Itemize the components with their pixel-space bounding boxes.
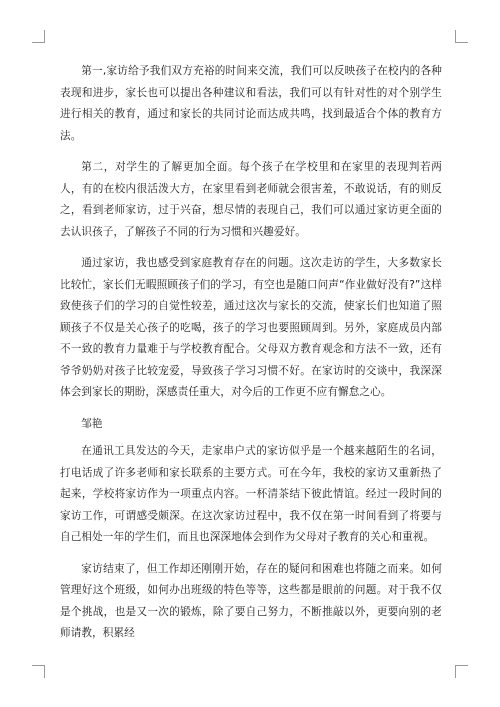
author-name: 邹艳 xyxy=(81,417,103,430)
crop-mark-bottom-right xyxy=(455,665,468,678)
paragraph: 第一,家访给予我们双方充裕的时间来交流，我们可以反映孩子在校内的各种表现和进步，家长也可以提出各种建议和看法，我们可以有针对性的对个别学生进行相关的教育，通过和家长的共同讨论而达成共鸣，找到最适合个体的教育方法。 xyxy=(60,65,442,142)
paragraph: 第二，对学生的了解更加全面。每个孩子在学校里和在家里的表现判若两人，有的在校内很活泼大方，在家里看到老师就会很害羞，不敢说话，有的则反之，看到老师家访，过于兴奋，想尽情的表现自己，我们可以通过家访更全面的去认识孩子，了解孩子不同的行为习惯和兴趣爱好。 xyxy=(60,161,442,238)
crop-mark-top-right xyxy=(455,30,468,43)
crop-mark-bottom-left xyxy=(32,665,45,678)
paragraph: 在通讯工具发达的今天，走家串户式的家访似乎是一个越来越陌生的名词，打电话成了许多老师和家长联系的主要方式。可在今年，我校的家访又重新热了起来，学校将家访作为一项重点内容。一杯清茶结下彼此情谊。经过一段时间的家访工作，可谓感受颇深。在这次家访过程中，我不仅在第一时间看到了将要与自己相处一年的学生们，而且也深深地体会到作为父母对子教育的关心和重视。 xyxy=(60,445,442,543)
paragraph: 通过家访，我也感受到家庭教育存在的问题。这次走访的学生，大多数家长比较忙，家长们无暇照顾孩子们的学习，有空也是随口问声“作业做好没有?”这样致使孩子们的学习的自觉性较差，通过这次与家长的交流，使家长们也知道了照顾孩子不仅是关心孩子的吃喝，孩子的学习也要照顾周到。另外，家庭成员内部不一致的教育力量难于与学校教育配合。父母双方教育观念和方法不一致，还有爷爷奶奶对孩子比较宠爱，导致孩子学习习惯不好。在家访时的交谈中，我深深体会到家长的期盼，深感责任重大，对今后的工作更不应有懈怠之心。 xyxy=(60,257,442,398)
document-body xyxy=(60,61,442,655)
crop-mark-top-left xyxy=(32,30,45,43)
paragraph: 家访结束了，但工作却还刚刚开始，存在的疑问和困难也将随之而来。如何管理好这个班级，如何办出班级的特色等等，这些都是眼前的问题。对于我不仅是个挑战，也是又一次的锻炼，除了要自己努力，不断推敲以外，更要向别的老师请教，积累经 xyxy=(60,562,442,639)
